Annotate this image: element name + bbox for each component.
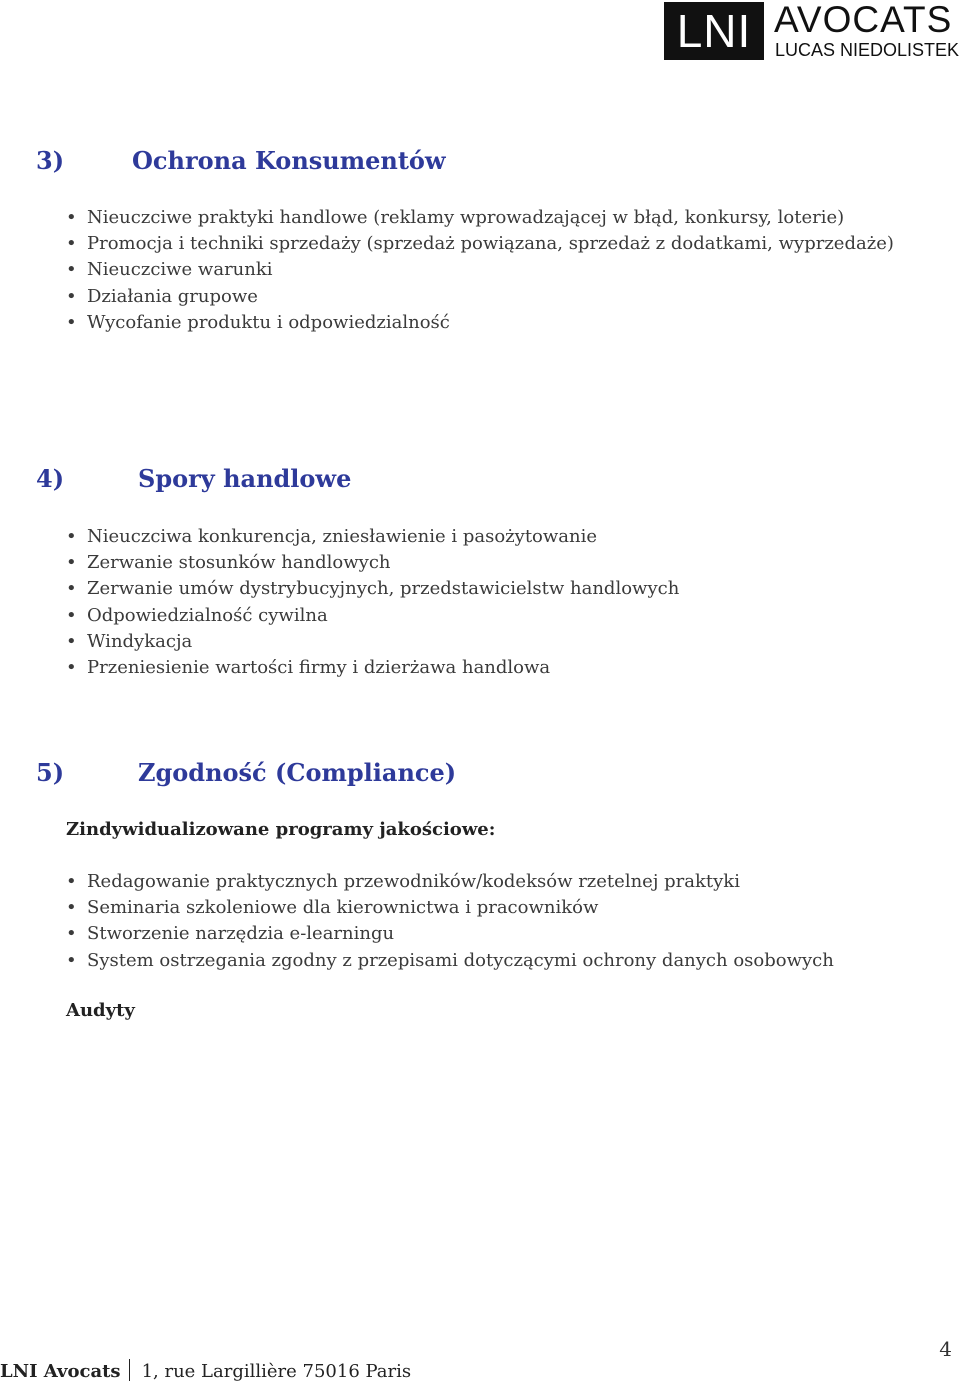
bullet-icon: •: [66, 630, 77, 652]
bullet-icon: •: [66, 526, 77, 547]
list-item: • Odpowiedzialność cywilna: [66, 603, 946, 629]
footer-divider: [129, 1359, 130, 1381]
bullet-icon: •: [66, 285, 77, 307]
section-number: 4): [36, 464, 65, 493]
section-title: Ochrona Konsumentów: [132, 146, 446, 175]
footer: [0, 1359, 411, 1382]
bullet-icon: •: [66, 311, 77, 333]
page-number: 4: [939, 1337, 952, 1361]
list-item: • Zerwanie stosunków handlowych: [66, 550, 946, 576]
section-4-heading: [36, 464, 351, 493]
list-item: • Promocja i techniki sprzedaży (sprzedaż powiązana, sprzedaż z dodatkami, wyprzedaże): [66, 231, 946, 257]
list-item: • Wycofanie produktu i odpowiedzialność: [66, 310, 946, 336]
footer-brand: LNI Avocats: [0, 1361, 121, 1382]
section-5-subheading: Zindywidualizowane programy jakościowe:: [66, 819, 496, 840]
bullet-icon: •: [66, 552, 77, 574]
list-item: • Stworzenie narzędzia e-learningu: [66, 921, 946, 947]
list-item: • Nieuczciwe praktyki handlowe (reklamy wprowadzającej w błąd, konkursy, loterie): [66, 205, 946, 231]
bullet-icon: •: [66, 259, 77, 281]
list-item: • Przeniesienie wartości firmy i dzierżawa handlowa: [66, 655, 946, 681]
bullet-icon: •: [66, 897, 77, 919]
logo: [664, 0, 960, 62]
bullet-icon: •: [66, 923, 77, 945]
list-item: • Nieuczciwa konkurencja, zniesławienie i pasożytowanie: [66, 524, 946, 550]
audits-heading: Audyty: [66, 1000, 135, 1021]
logo-subtitle: LUCAS NIEDOLISTEK: [775, 40, 960, 60]
logo-box: LNI: [664, 2, 764, 60]
list-item: • Działania grupowe: [66, 284, 946, 310]
bullet-icon: •: [66, 207, 77, 228]
section-3-list: [66, 205, 946, 336]
list-item: • Seminaria szkoleniowe dla kierownictwa i pracowników: [66, 895, 946, 921]
bullet-icon: •: [66, 578, 77, 600]
list-item: • Redagowanie praktycznych przewodników/kodeksów rzetelnej praktyki: [66, 869, 946, 895]
bullet-icon: •: [66, 233, 77, 255]
bullet-icon: •: [66, 604, 77, 626]
bullet-icon: •: [66, 949, 77, 971]
list-item: • Windykacja: [66, 629, 946, 655]
section-title: Spory handlowe: [138, 464, 352, 493]
section-title: Zgodność (Compliance): [138, 758, 457, 787]
section-3-heading: [36, 146, 446, 175]
list-item: • System ostrzegania zgodny z przepisami dotyczącymi ochrony danych osobowych: [66, 948, 946, 974]
section-number: 5): [36, 758, 65, 787]
section-number: 3): [36, 146, 65, 175]
section-5-heading: [36, 758, 456, 787]
bullet-icon: •: [66, 657, 77, 679]
list-item: • Zerwanie umów dystrybucyjnych, przedstawicielstw handlowych: [66, 576, 946, 602]
bullet-icon: •: [66, 871, 77, 892]
section-4-list: [66, 524, 946, 681]
footer-address: 1, rue Largillière 75016 Paris: [141, 1361, 412, 1382]
section-5-list: [66, 869, 946, 974]
list-item: • Nieuczciwe warunki: [66, 257, 946, 283]
logo-word: AVOCATS: [774, 0, 953, 40]
